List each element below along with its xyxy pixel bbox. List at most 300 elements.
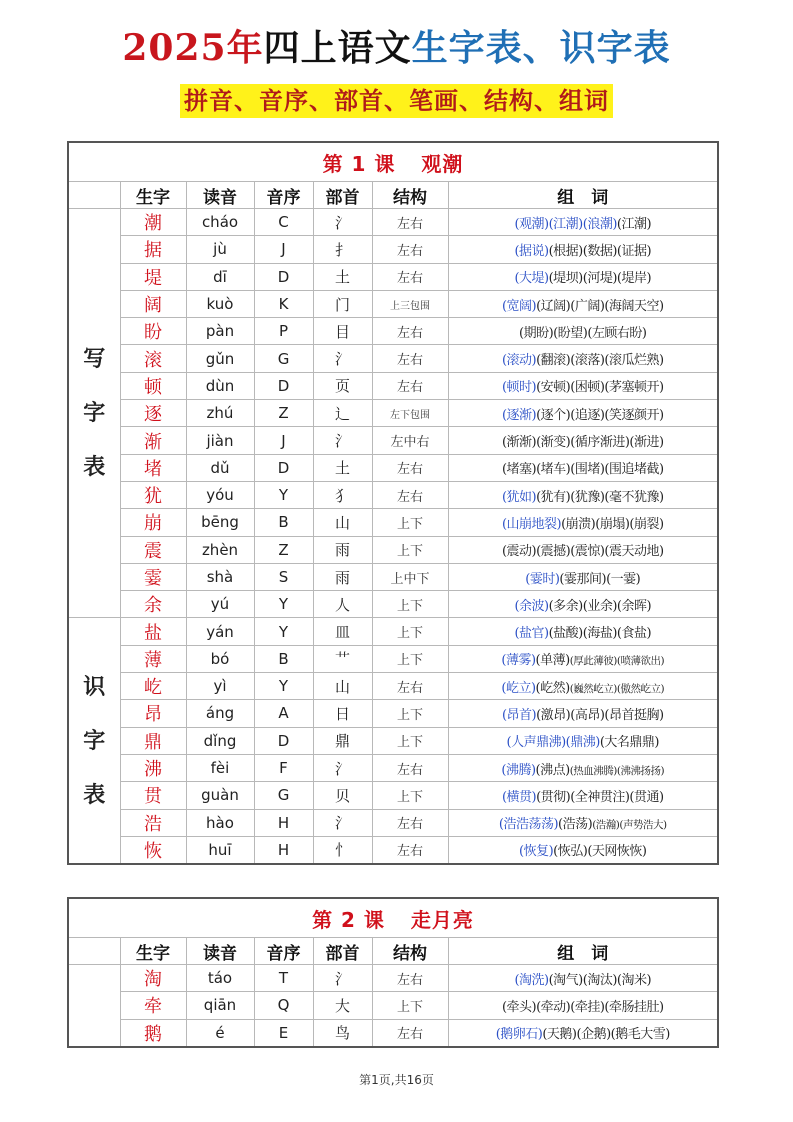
word: (堵塞) xyxy=(501,462,537,478)
word: (根据) xyxy=(548,243,583,259)
lesson-name: 观潮 xyxy=(421,151,464,176)
pinyin: gǔn xyxy=(186,345,254,372)
word: (浩荡) xyxy=(558,817,593,833)
word: (高昂) xyxy=(570,707,605,723)
character: 崩 xyxy=(120,509,186,536)
word: (震惊) xyxy=(570,544,605,560)
lesson-number: 第 2 课 xyxy=(312,907,385,932)
pinyin: jiàn xyxy=(186,427,254,454)
word: (困顿) xyxy=(570,380,605,396)
word: (淘汰) xyxy=(582,972,617,988)
character: 潮 xyxy=(120,209,186,236)
header-row xyxy=(68,182,718,209)
structure: 左下包围 xyxy=(372,400,448,427)
structure: 上三包围 xyxy=(372,290,448,317)
word-group xyxy=(448,727,718,754)
word: (海盐) xyxy=(582,626,617,642)
word-row xyxy=(68,591,718,618)
word: (追逐) xyxy=(570,407,605,423)
lesson-title xyxy=(68,142,718,182)
word: (犹如) xyxy=(501,489,537,505)
structure: 左右 xyxy=(372,345,448,372)
radical: 山 xyxy=(313,673,372,700)
word: (崩裂) xyxy=(629,516,664,532)
word: (证据) xyxy=(616,243,652,259)
pinyin: dī xyxy=(186,263,254,290)
initial-letter: Z xyxy=(254,536,313,563)
header-blank xyxy=(68,938,120,965)
word-group xyxy=(448,236,718,263)
structure: 左右 xyxy=(372,836,448,864)
word: (天网恢恢) xyxy=(587,844,647,860)
word-row xyxy=(68,236,718,263)
word-row xyxy=(68,290,718,317)
initial-letter: Z xyxy=(254,400,313,427)
word-row xyxy=(68,965,718,992)
character: 牵 xyxy=(120,992,186,1019)
initial-letter: D xyxy=(254,727,313,754)
radical: 页 xyxy=(313,372,372,399)
word: (天鹅) xyxy=(542,1027,577,1043)
word: (滚动) xyxy=(501,353,537,369)
character: 盐 xyxy=(120,618,186,645)
title-grade-subject: 四上语文 xyxy=(263,27,412,69)
lesson-title xyxy=(68,898,718,938)
section-label xyxy=(68,209,120,618)
pinyin: zhèn xyxy=(186,536,254,563)
word: (牵肠挂肚) xyxy=(604,999,664,1015)
section-label xyxy=(68,618,120,864)
character: 顿 xyxy=(120,372,186,399)
word-row xyxy=(68,754,718,781)
structure: 左右 xyxy=(372,372,448,399)
pinyin: huī xyxy=(186,836,254,864)
pinyin: hào xyxy=(186,809,254,836)
word: (牵头) xyxy=(501,999,537,1015)
radical: 山 xyxy=(313,509,372,536)
character: 逐 xyxy=(120,400,186,427)
structure: 左右 xyxy=(372,673,448,700)
word: (厚此薄彼) xyxy=(569,655,617,668)
initial-letter: J xyxy=(254,427,313,454)
initial-letter: J xyxy=(254,236,313,263)
word-group xyxy=(448,1019,718,1047)
word-row xyxy=(68,536,718,563)
character: 滚 xyxy=(120,345,186,372)
word-group xyxy=(448,809,718,836)
word-row xyxy=(68,427,718,454)
initial-letter: Q xyxy=(254,992,313,1019)
word: (恢弘) xyxy=(553,844,588,860)
word: (恢复) xyxy=(519,844,554,860)
initial-letter: C xyxy=(254,209,313,236)
word: (渐渐) xyxy=(501,435,537,451)
structure: 左右 xyxy=(372,236,448,263)
word: (犹有) xyxy=(536,489,571,505)
word: (屹然) xyxy=(535,680,570,696)
word: (企鹅) xyxy=(576,1027,611,1043)
radical: 氵 xyxy=(313,965,372,992)
character: 盼 xyxy=(120,318,186,345)
word-group xyxy=(448,700,718,727)
title-year: 2025年 xyxy=(122,27,264,69)
structure: 左右 xyxy=(372,263,448,290)
character: 堵 xyxy=(120,454,186,481)
pinyin: táo xyxy=(186,965,254,992)
header-zi: 生字 xyxy=(120,182,186,209)
structure: 左右 xyxy=(372,754,448,781)
word: (沸沸扬扬) xyxy=(616,764,665,777)
word: (毫不犹豫) xyxy=(604,489,664,505)
word-row xyxy=(68,992,718,1019)
word-group xyxy=(448,992,718,1019)
word: (安顿) xyxy=(536,380,571,396)
character: 淘 xyxy=(120,965,186,992)
character: 浩 xyxy=(120,809,186,836)
section-label-text: 写字表 xyxy=(83,346,106,481)
structure: 上下 xyxy=(372,618,448,645)
initial-letter: A xyxy=(254,700,313,727)
word: (期盼) xyxy=(519,325,554,341)
word: (江潮) xyxy=(616,216,652,232)
initial-letter: Y xyxy=(254,481,313,508)
word: (江潮) xyxy=(548,216,583,232)
pinyin: cháo xyxy=(186,209,254,236)
word: (大名鼎鼎) xyxy=(599,735,659,751)
word-row xyxy=(68,454,718,481)
word: (广阔) xyxy=(570,298,605,314)
pinyin: dǔ xyxy=(186,454,254,481)
initial-letter: D xyxy=(254,263,313,290)
word: (浪潮) xyxy=(582,216,617,232)
word-row xyxy=(68,782,718,809)
character: 屹 xyxy=(120,673,186,700)
word: (霎时) xyxy=(525,571,560,587)
word: (巍然屹立) xyxy=(569,682,617,695)
radical: 扌 xyxy=(313,236,372,263)
word: (震动) xyxy=(501,544,537,560)
header-zuci: 组 词 xyxy=(448,938,718,965)
word: (鹅卵石) xyxy=(495,1027,543,1043)
pinyin: qiān xyxy=(186,992,254,1019)
word: (崩溃) xyxy=(561,516,596,532)
structure: 上下 xyxy=(372,782,448,809)
word: (昂首挺胸) xyxy=(604,707,664,723)
radical: 氵 xyxy=(313,209,372,236)
radical: 犭 xyxy=(313,481,372,508)
word: (热血沸腾) xyxy=(569,764,617,777)
initial-letter: S xyxy=(254,563,313,590)
character: 贯 xyxy=(120,782,186,809)
radical: 人 xyxy=(313,591,372,618)
character: 阔 xyxy=(120,290,186,317)
word: (人声鼎沸) xyxy=(506,735,566,751)
pinyin: yì xyxy=(186,673,254,700)
word-group xyxy=(448,263,718,290)
word: (大堤) xyxy=(514,271,549,287)
radical: 鸟 xyxy=(313,1019,372,1047)
word: (堵车) xyxy=(536,462,571,478)
radical: 氵 xyxy=(313,754,372,781)
word: (左顾右盼) xyxy=(587,325,647,341)
word: (滚落) xyxy=(570,353,605,369)
structure: 左右 xyxy=(372,209,448,236)
word-group xyxy=(448,645,718,672)
page-title xyxy=(0,22,793,74)
header-yin: 读音 xyxy=(186,938,254,965)
word: (渐变) xyxy=(536,435,571,451)
word-group xyxy=(448,536,718,563)
word: (余波) xyxy=(514,598,549,614)
word: (盼望) xyxy=(553,325,588,341)
word-row xyxy=(68,700,718,727)
word: (淘米) xyxy=(616,972,652,988)
word: (傲然屹立) xyxy=(616,682,665,695)
word-row xyxy=(68,509,718,536)
radical: 雨 xyxy=(313,536,372,563)
word-group xyxy=(448,454,718,481)
word: (循序渐进) xyxy=(570,435,630,451)
word: (昂首) xyxy=(501,707,537,723)
initial-letter: Y xyxy=(254,618,313,645)
radical: 鼎 xyxy=(313,727,372,754)
structure: 上下 xyxy=(372,992,448,1019)
word-group xyxy=(448,836,718,864)
word: (激昂) xyxy=(536,707,571,723)
header-yinxu: 音序 xyxy=(254,938,313,965)
word: (顿时) xyxy=(501,380,537,396)
pinyin: bēng xyxy=(186,509,254,536)
word-group xyxy=(448,318,718,345)
character: 震 xyxy=(120,536,186,563)
lesson-table xyxy=(67,897,719,1048)
word: (多余) xyxy=(548,598,583,614)
word: (山崩地裂) xyxy=(501,516,562,532)
word: (震天动地) xyxy=(604,544,664,560)
word-group xyxy=(448,481,718,508)
pinyin: yóu xyxy=(186,481,254,508)
header-blank xyxy=(68,182,120,209)
radical: 土 xyxy=(313,454,372,481)
structure: 左中右 xyxy=(372,427,448,454)
word-group xyxy=(448,400,718,427)
radical: 忄 xyxy=(313,836,372,864)
character: 渐 xyxy=(120,427,186,454)
lesson-table xyxy=(67,141,719,865)
word-row xyxy=(68,318,718,345)
radical: 贝 xyxy=(313,782,372,809)
structure: 上下 xyxy=(372,591,448,618)
radical: 氵 xyxy=(313,809,372,836)
initial-letter: Y xyxy=(254,673,313,700)
word: (业余) xyxy=(582,598,617,614)
pinyin: shà xyxy=(186,563,254,590)
word: (观潮) xyxy=(514,216,549,232)
word: (辽阔) xyxy=(536,298,571,314)
structure: 上下 xyxy=(372,645,448,672)
initial-letter: F xyxy=(254,754,313,781)
pinyin: yú xyxy=(186,591,254,618)
header-jiegou: 结构 xyxy=(372,938,448,965)
word-row xyxy=(68,345,718,372)
header-yin: 读音 xyxy=(186,182,254,209)
word: (震撼) xyxy=(536,544,571,560)
structure: 左右 xyxy=(372,1019,448,1047)
character: 昂 xyxy=(120,700,186,727)
word-row xyxy=(68,618,718,645)
radical: 氵 xyxy=(313,427,372,454)
word: (翻滚) xyxy=(536,353,571,369)
radical: 土 xyxy=(313,263,372,290)
word: (犹豫) xyxy=(570,489,605,505)
word: (浩瀚) xyxy=(592,819,620,832)
structure: 左右 xyxy=(372,809,448,836)
character: 犹 xyxy=(120,481,186,508)
initial-letter: E xyxy=(254,1019,313,1047)
lesson-title-row xyxy=(68,898,718,938)
word: (据说) xyxy=(514,243,549,259)
word: (河堤) xyxy=(582,271,617,287)
page-subtitle: 拼音、音序、部首、笔画、结构、组词 xyxy=(180,84,613,118)
word: (食盐) xyxy=(616,626,652,642)
radical: 大 xyxy=(313,992,372,1019)
section-label-text: 识字表 xyxy=(83,673,106,808)
word: (贯通) xyxy=(629,789,664,805)
word: (堤岸) xyxy=(616,271,652,287)
pinyin: áng xyxy=(186,700,254,727)
word: (贯彻) xyxy=(536,789,571,805)
radical: 目 xyxy=(313,318,372,345)
initial-letter: G xyxy=(254,345,313,372)
word: (薄雾) xyxy=(501,653,536,669)
structure: 左右 xyxy=(372,481,448,508)
word: (崩塌) xyxy=(595,516,630,532)
initial-letter: G xyxy=(254,782,313,809)
word-row xyxy=(68,727,718,754)
character: 余 xyxy=(120,591,186,618)
word-group xyxy=(448,965,718,992)
word-row xyxy=(68,400,718,427)
header-bushou: 部首 xyxy=(313,182,372,209)
lesson-number: 第 1 课 xyxy=(322,151,396,176)
page-number: 第1页,共16页 xyxy=(359,1073,434,1087)
word: (宽阔) xyxy=(501,298,537,314)
initial-letter: P xyxy=(254,318,313,345)
word: (淘气) xyxy=(548,972,583,988)
radical: 门 xyxy=(313,290,372,317)
word-row xyxy=(68,1019,718,1047)
word-row xyxy=(68,673,718,700)
radical: 氵 xyxy=(313,345,372,372)
pinyin: guàn xyxy=(186,782,254,809)
initial-letter: T xyxy=(254,965,313,992)
word: (全神贯注) xyxy=(570,789,630,805)
word: (霎那间) xyxy=(559,571,607,587)
pinyin: dùn xyxy=(186,372,254,399)
word: (海阔天空) xyxy=(604,298,664,314)
radical: 日 xyxy=(313,700,372,727)
initial-letter: H xyxy=(254,809,313,836)
word: (一霎) xyxy=(606,571,641,587)
word-row xyxy=(68,372,718,399)
word-group xyxy=(448,591,718,618)
word-group xyxy=(448,673,718,700)
structure: 左右 xyxy=(372,965,448,992)
word-group xyxy=(448,209,718,236)
character: 恢 xyxy=(120,836,186,864)
lesson-title-row xyxy=(68,142,718,182)
word: (盐官) xyxy=(514,626,549,642)
word-group xyxy=(448,563,718,590)
character: 鼎 xyxy=(120,727,186,754)
initial-letter: H xyxy=(254,836,313,864)
section-label xyxy=(68,965,120,1047)
structure: 上中下 xyxy=(372,563,448,590)
word-row xyxy=(68,836,718,864)
word-group xyxy=(448,618,718,645)
word: (笑逐颜开) xyxy=(604,407,664,423)
word: (茅塞顿开) xyxy=(604,380,664,396)
initial-letter: B xyxy=(254,645,313,672)
word: (围追堵截) xyxy=(604,462,664,478)
header-jiegou: 结构 xyxy=(372,182,448,209)
character: 据 xyxy=(120,236,186,263)
header-zuci: 组 词 xyxy=(448,182,718,209)
radical: 皿 xyxy=(313,618,372,645)
initial-letter: B xyxy=(254,509,313,536)
initial-letter: K xyxy=(254,290,313,317)
initial-letter: D xyxy=(254,454,313,481)
character: 堤 xyxy=(120,263,186,290)
structure: 左右 xyxy=(372,454,448,481)
word: (滚瓜烂熟) xyxy=(604,353,664,369)
word: (围堵) xyxy=(570,462,605,478)
lesson-name: 走月亮 xyxy=(410,907,474,932)
word: (牵挂) xyxy=(570,999,605,1015)
word: (盐酸) xyxy=(548,626,583,642)
pinyin: zhú xyxy=(186,400,254,427)
word-row xyxy=(68,209,718,236)
word: (渐进) xyxy=(629,435,664,451)
word-row xyxy=(68,809,718,836)
header-bushou: 部首 xyxy=(313,938,372,965)
header-zi: 生字 xyxy=(120,938,186,965)
pinyin: bó xyxy=(186,645,254,672)
word: (淘洗) xyxy=(514,972,549,988)
word: (横贯) xyxy=(501,789,537,805)
pinyin: dǐng xyxy=(186,727,254,754)
word-row xyxy=(68,563,718,590)
title-table-names: 生字表、识字表 xyxy=(411,27,671,69)
word-group xyxy=(448,509,718,536)
character: 鹅 xyxy=(120,1019,186,1047)
pinyin: yán xyxy=(186,618,254,645)
radical: 雨 xyxy=(313,563,372,590)
structure: 上下 xyxy=(372,509,448,536)
word: (堤坝) xyxy=(548,271,583,287)
word: (余晖) xyxy=(616,598,652,614)
word: (喷薄欲出) xyxy=(616,655,665,668)
structure: 上下 xyxy=(372,700,448,727)
word: (数据) xyxy=(582,243,617,259)
word-row xyxy=(68,645,718,672)
word: (声势浩大) xyxy=(619,819,667,832)
radical: 辶 xyxy=(313,400,372,427)
word-row xyxy=(68,481,718,508)
pinyin: kuò xyxy=(186,290,254,317)
word-group xyxy=(448,372,718,399)
structure: 左右 xyxy=(372,318,448,345)
